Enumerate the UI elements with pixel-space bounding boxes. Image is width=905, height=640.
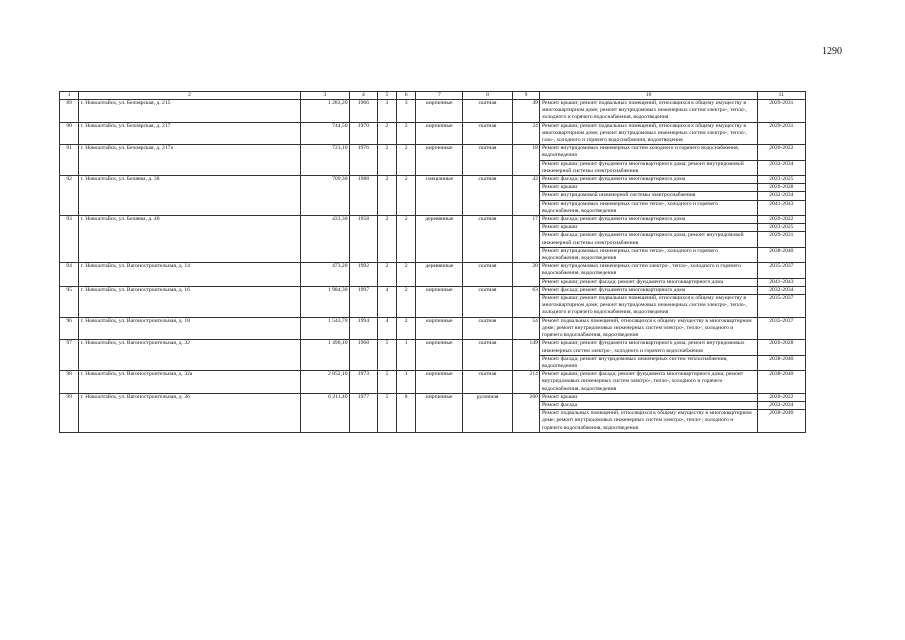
repair-period-cell: 2023-2025	[757, 224, 805, 232]
entrances-cell: 2	[397, 176, 416, 216]
repair-works-cell: Ремонт крыши	[540, 184, 757, 192]
flats-count-cell: 214	[512, 371, 540, 394]
repair-period-cell: 2029-2031	[757, 232, 805, 247]
repair-period-cell: 2038-2040	[757, 247, 805, 262]
table-row	[60, 176, 806, 184]
column-number-cell: 6	[397, 92, 416, 100]
wall-material-cell: смешанные	[416, 176, 463, 216]
roof-type-cell: рулонная	[463, 393, 512, 432]
column-number-cell: 5	[377, 92, 396, 100]
year-cell: 1994	[350, 317, 378, 340]
row-number: 92	[60, 176, 79, 216]
address-cell: г. Новоалтайск, ул. Вагоностроительная, д. 32а	[79, 371, 301, 394]
repair-period-cell: 2023-2025	[757, 176, 805, 184]
repair-works-cell: Ремонт крыши	[540, 224, 757, 232]
area-cell: 473,20	[300, 263, 349, 287]
repair-works-cell: Ремонт внутридомовых инженерных систем холодного и горячего водоснабжения, водоотведения	[540, 145, 757, 160]
address-cell: г. Новоалтайск, ул. Вагоностроительная, д. 18	[79, 317, 301, 340]
floors-cell: 2	[377, 145, 396, 176]
area-cell: 1 984,30	[300, 286, 349, 317]
repair-works-cell: Ремонт фасада; ремонт фундамента многоквартирного дома	[540, 286, 757, 294]
table-row	[60, 145, 806, 160]
floors-cell: 5	[377, 340, 396, 371]
year-cell: 1977	[350, 393, 378, 432]
table-row	[60, 340, 806, 355]
table-row	[60, 122, 806, 145]
wall-material-cell: кирпичные	[416, 393, 463, 432]
year-cell: 1988	[350, 176, 378, 216]
row-number: 89	[60, 100, 79, 123]
roof-type-cell: скатная	[463, 317, 512, 340]
repair-works-cell: Ремонт крыши; ремонт фасада; ремонт фундамента многоквартирного дома	[540, 278, 757, 286]
address-cell: г. Новоалтайск, ул. Белоярская, д. 217	[79, 122, 301, 145]
flats-count-cell: 63	[512, 286, 540, 317]
year-cell: 1970	[350, 122, 378, 145]
repair-period-cell: 2032-2034	[757, 192, 805, 200]
repair-period-cell: 2038-2040	[757, 371, 805, 394]
roof-type-cell: скатная	[463, 145, 512, 176]
wall-material-cell: кирпичные	[416, 371, 463, 394]
page-number: 1290	[822, 46, 842, 57]
repair-works-cell: Ремонт фасада; ремонт фундамента многоквартирного дома	[540, 216, 757, 224]
repair-works-cell: Ремонт крыши; ремонт подвальных помещений, относящихся к общему имуществу в многоквартирном доме; ремонт внутридомовых инженерных систем электро-, тепло-, газо-, холодного и горячего водоснабжения, водоотведения	[540, 122, 757, 145]
table-row	[60, 393, 806, 401]
floors-cell: 5	[377, 393, 396, 432]
repair-works-cell: Ремонт внутридомовых инженерных систем электро-, тепло-, холодного и горячего водоснабжения, водоотведения	[540, 263, 757, 278]
flats-count-cell: 20	[512, 263, 540, 287]
repair-works-cell: Ремонт внутридомовой инженерной системы электроснабжения	[540, 192, 757, 200]
repair-period-cell: 2038-2040	[757, 355, 805, 370]
flats-count-cell: 18	[512, 145, 540, 176]
repair-period-cell: 2035-2037	[757, 263, 805, 278]
year-cell: 1968	[350, 340, 378, 371]
address-cell: г. Новоалтайск, ул. Вагоностроительная, д. 36	[79, 393, 301, 432]
entrances-cell: 3	[397, 100, 416, 123]
year-cell: 1973	[350, 371, 378, 394]
table-row	[60, 100, 806, 123]
address-cell: г. Новоалтайск, ул. Вагоностроительная, д. 14	[79, 263, 301, 287]
entrances-cell: 2	[397, 122, 416, 145]
repair-works-cell: Ремонт крыши; ремонт фасада; ремонт фундамента многоквартирного дома; ремонт внутридомовых инженерных систем электро-, тепло-, холодного и горячего водоснабжения, водоотведения	[540, 371, 757, 394]
row-number: 93	[60, 216, 79, 263]
floors-cell: 3	[377, 100, 396, 123]
row-number: 98	[60, 371, 79, 394]
wall-material-cell: кирпичные	[416, 340, 463, 371]
floors-cell: 5	[377, 371, 396, 394]
flats-count-cell: 43	[512, 176, 540, 216]
repair-period-cell: 2041-2043	[757, 200, 805, 215]
year-cell: 1992	[350, 263, 378, 287]
repair-period-cell: 2035-2037	[757, 317, 805, 340]
repair-works-cell: Ремонт крыши; ремонт фундамента многоквартирного дома; ремонт внутридомовых инженерных систем электро-, холодного и горячего водоснабжения	[540, 340, 757, 355]
entrances-cell: 1	[397, 371, 416, 394]
repair-works-cell: Ремонт подвальных помещений, относящихся к общему имуществу в многоквартирном доме; ремонт внутридомовых инженерных систем электро-, тепло-, холодного и горячего водоснабжения, водоотведения	[540, 317, 757, 340]
flats-count-cell: 260	[512, 393, 540, 432]
wall-material-cell: деревянные	[416, 263, 463, 287]
repair-period-cell: 2029-2031	[757, 100, 805, 123]
address-cell: г. Новоалтайск, ул. Белоярская, д. 215	[79, 100, 301, 123]
address-cell: г. Новоалтайск, ул. Вагоностроительная, д. 32	[79, 340, 301, 371]
repair-period-cell: 2020-2022	[757, 145, 805, 160]
wall-material-cell: деревянные	[416, 216, 463, 263]
row-number: 95	[60, 286, 79, 317]
entrances-cell: 2	[397, 286, 416, 317]
floors-cell: 2	[377, 216, 396, 263]
flats-count-cell: 49	[512, 100, 540, 123]
repair-period-cell: 2026-2028	[757, 340, 805, 355]
repair-period-cell: 2032-2034	[757, 286, 805, 294]
area-cell: 709,30	[300, 176, 349, 216]
repair-period-cell: 2038-2040	[757, 410, 805, 433]
roof-type-cell: скатная	[463, 286, 512, 317]
repair-period-cell: 2032-2034	[757, 160, 805, 175]
area-cell: 1 490,10	[300, 340, 349, 371]
floors-cell: 2	[377, 122, 396, 145]
roof-type-cell: скатная	[463, 122, 512, 145]
repair-works-cell: Ремонт фасада	[540, 401, 757, 409]
repair-works-cell: Ремонт фасада; ремонт фундамента многоквартирного дома	[540, 176, 757, 184]
repair-period-cell: 2041-2043	[757, 278, 805, 286]
column-number-cell: 11	[757, 92, 805, 100]
flats-count-cell: 17	[512, 216, 540, 263]
repair-period-cell: 2035-2037	[757, 295, 805, 318]
table-row	[60, 371, 806, 394]
repair-works-cell: Ремонт внутридомовых инженерных систем тепло-, холодного и горячего водоснабжения, водоотведения	[540, 247, 757, 262]
address-cell: г. Новоалтайск, ул. Беляева, д. 38	[79, 176, 301, 216]
table-row	[60, 216, 806, 224]
repair-works-cell: Ремонт крыши; ремонт подвальных помещений, относящихся к общему имуществу в многоквартирном доме; ремонт внутридомовых инженерных систем электро-, тепло-, холодного и горячего водоснабжения, водоотведения	[540, 295, 757, 318]
row-number: 97	[60, 340, 79, 371]
floors-cell: 4	[377, 317, 396, 340]
address-cell: г. Новоалтайск, ул. Беляева, д. 40	[79, 216, 301, 263]
repair-works-cell: Ремонт внутридомовых инженерных систем тепло-, холодного и горячего водоснабжения, водоотведения	[540, 200, 757, 215]
repair-works-cell: Ремонт подвальных помещений, относящихся к общему имуществу в многоквартирном доме; ремонт внутридомовых инженерных систем электро-, тепло-, холодного и горячего водоснабжения, водоотведения	[540, 410, 757, 433]
flats-count-cell: 54	[512, 317, 540, 340]
area-cell: 6 211,40	[300, 393, 349, 432]
entrances-cell: 1	[397, 340, 416, 371]
table-row	[60, 317, 806, 340]
entrances-cell: 2	[397, 263, 416, 287]
wall-material-cell: кирпичные	[416, 317, 463, 340]
area-cell: 1 283,20	[300, 100, 349, 123]
repair-works-cell: Ремонт крыши; ремонт подвальных помещений, относящихся к общему имуществу в многоквартирном доме; ремонт внутридомовых инженерных систем электро-, тепло-, холодного и горячего водоснабжения, водоотведения	[540, 100, 757, 123]
floors-cell: 4	[377, 286, 396, 317]
year-cell: 1958	[350, 216, 378, 263]
column-number-cell: 2	[79, 92, 301, 100]
area-cell: 433,30	[300, 216, 349, 263]
area-cell: 1 543,70	[300, 317, 349, 340]
flats-count-cell: 24	[512, 122, 540, 145]
row-number: 91	[60, 145, 79, 176]
repair-period-cell: 2026-2028	[757, 184, 805, 192]
repair-works-cell: Ремонт крыши; ремонт фундамента многоквартирного дома; ремонт внутридомовой инженерной системы электроснабжения	[540, 160, 757, 175]
column-number-cell: 9	[512, 92, 540, 100]
entrances-cell: 8	[397, 393, 416, 432]
repair-works-cell: Ремонт фасада; ремонт внутридомовых инженерных систем теплоснабжения, водоотведения	[540, 355, 757, 370]
roof-type-cell: скатная	[463, 263, 512, 287]
entrances-cell: 2	[397, 216, 416, 263]
area-cell: 2 852,10	[300, 371, 349, 394]
repair-period-cell: 2020-2022	[757, 216, 805, 224]
capital-repair-table	[59, 91, 806, 433]
address-cell: г. Новоалтайск, ул. Белоярская, д. 217а	[79, 145, 301, 176]
repair-period-cell: 2029-2031	[757, 122, 805, 145]
column-number-cell: 10	[540, 92, 757, 100]
floors-cell: 2	[377, 263, 396, 287]
row-number: 94	[60, 263, 79, 287]
repair-period-cell: 2020-2022	[757, 393, 805, 401]
column-number-cell: 8	[463, 92, 512, 100]
roof-type-cell: скатная	[463, 100, 512, 123]
wall-material-cell: кирпичные	[416, 286, 463, 317]
year-cell: 1976	[350, 145, 378, 176]
row-number: 96	[60, 317, 79, 340]
area-cell: 744,50	[300, 122, 349, 145]
entrances-cell: 2	[397, 145, 416, 176]
column-number-cell: 7	[416, 92, 463, 100]
column-number-cell: 4	[350, 92, 378, 100]
roof-type-cell: скатная	[463, 216, 512, 263]
repair-period-cell: 2032-2034	[757, 401, 805, 409]
entrances-cell: 2	[397, 317, 416, 340]
wall-material-cell: кирпичные	[416, 122, 463, 145]
roof-type-cell: скатная	[463, 371, 512, 394]
wall-material-cell: кирпичные	[416, 145, 463, 176]
column-number-row	[60, 92, 806, 100]
repair-works-cell: Ремонт фасада; ремонт фундамента многоквартирного дома; ремонт внутридомовой инженерной системы электроснабжения	[540, 232, 757, 247]
repair-works-cell: Ремонт крыши	[540, 393, 757, 401]
roof-type-cell: скатная	[463, 176, 512, 216]
roof-type-cell: скатная	[463, 340, 512, 371]
flats-count-cell: 149	[512, 340, 540, 371]
row-number: 90	[60, 122, 79, 145]
year-cell: 1997	[350, 286, 378, 317]
wall-material-cell: кирпичные	[416, 100, 463, 123]
floors-cell: 2	[377, 176, 396, 216]
address-cell: г. Новоалтайск, ул. Вагоностроительная, д. 16	[79, 286, 301, 317]
column-number-cell: 1	[60, 92, 79, 100]
table-row	[60, 263, 806, 278]
year-cell: 1966	[350, 100, 378, 123]
row-number: 99	[60, 393, 79, 432]
column-number-cell: 3	[300, 92, 349, 100]
table-row	[60, 286, 806, 294]
area-cell: 723,10	[300, 145, 349, 176]
